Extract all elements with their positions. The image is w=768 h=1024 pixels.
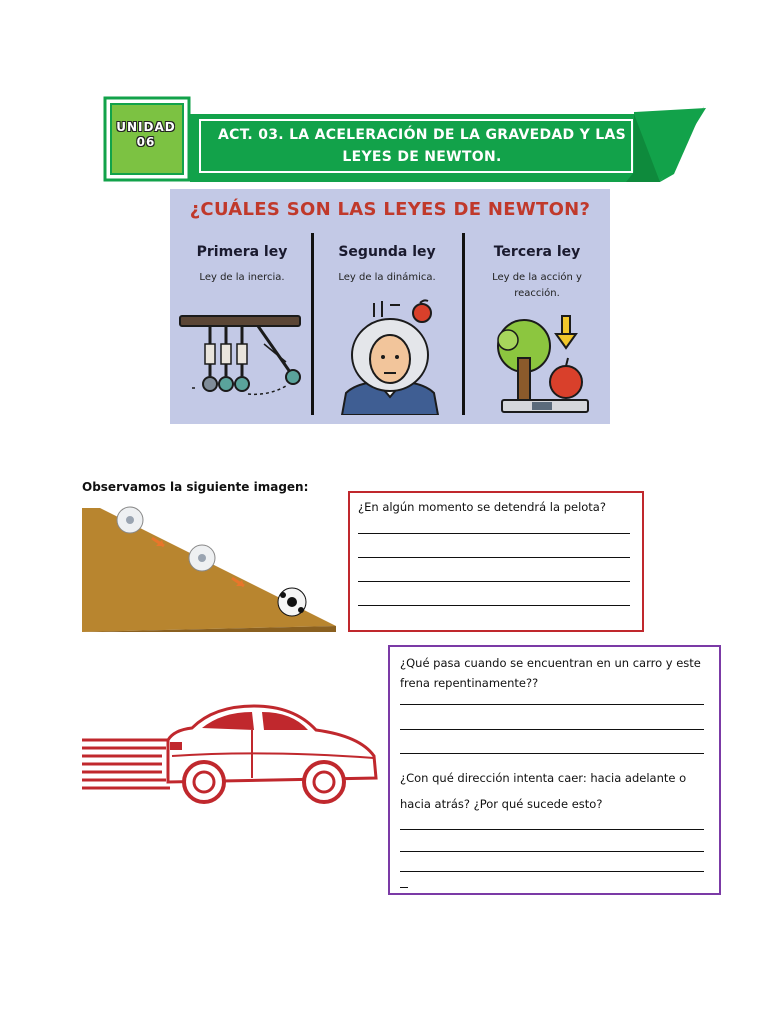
law-third	[467, 244, 607, 302]
answer-line[interactable]	[358, 581, 630, 582]
law-description: Ley de la inercia.	[199, 272, 285, 283]
question-ball-stops: ¿En algún momento se detendrá la pelota?	[358, 500, 606, 514]
answer-line[interactable]	[358, 557, 630, 558]
activity-title-line1: ACT. 03. LA ACELERACIÓN DE LA GRAVEDAD Y LAS	[217, 127, 627, 143]
observation-label: Observamos la siguiente imagen:	[82, 480, 309, 494]
law-first	[172, 244, 312, 286]
question-fall-direction: ¿Con qué dirección intenta caer: hacia adelante o hacia atrás? ¿Por qué sucede esto?	[400, 771, 687, 811]
answer-line[interactable]	[400, 704, 704, 705]
unit-number: 06	[136, 135, 156, 149]
law-description: Ley de la dinámica.	[338, 272, 436, 283]
braking-car-illustration	[82, 700, 382, 808]
law-name: Tercera ley	[493, 244, 581, 260]
isaac-newton-icon	[338, 297, 442, 415]
infographic-title: ¿CUÁLES SON LAS LEYES DE NEWTON?	[189, 199, 591, 220]
activity-title-line2: LEYES DE NEWTON.	[342, 149, 502, 165]
newtons-cradle-icon	[178, 314, 306, 404]
question-box-car	[388, 645, 721, 895]
newton-laws-infographic	[170, 189, 610, 424]
column-divider	[462, 233, 465, 415]
answer-line[interactable]	[400, 753, 704, 754]
unit-label: UNIDAD	[116, 120, 176, 134]
answer-line[interactable]	[400, 729, 704, 730]
activity-title	[212, 124, 632, 168]
question-box-ball	[348, 491, 644, 632]
answer-line[interactable]	[358, 533, 630, 534]
activity-header	[100, 96, 710, 188]
unit-badge	[116, 120, 176, 150]
law-name: Primera ley	[196, 244, 288, 260]
law-description: Ley de la acción y reacción.	[492, 272, 582, 299]
answer-line[interactable]	[400, 871, 704, 872]
ball-slope-illustration	[82, 502, 338, 634]
answer-line[interactable]	[358, 605, 630, 606]
answer-line[interactable]	[400, 851, 704, 852]
law-second	[317, 244, 457, 286]
answer-line[interactable]	[400, 887, 408, 888]
answer-line[interactable]	[400, 829, 704, 830]
column-divider	[311, 233, 314, 415]
law-name: Segunda ley	[338, 244, 436, 260]
apple-tree-scale-icon	[488, 314, 598, 416]
question-car-brakes: ¿Qué pasa cuando se encuentran en un carro y este frena repentinamente??	[400, 656, 701, 690]
